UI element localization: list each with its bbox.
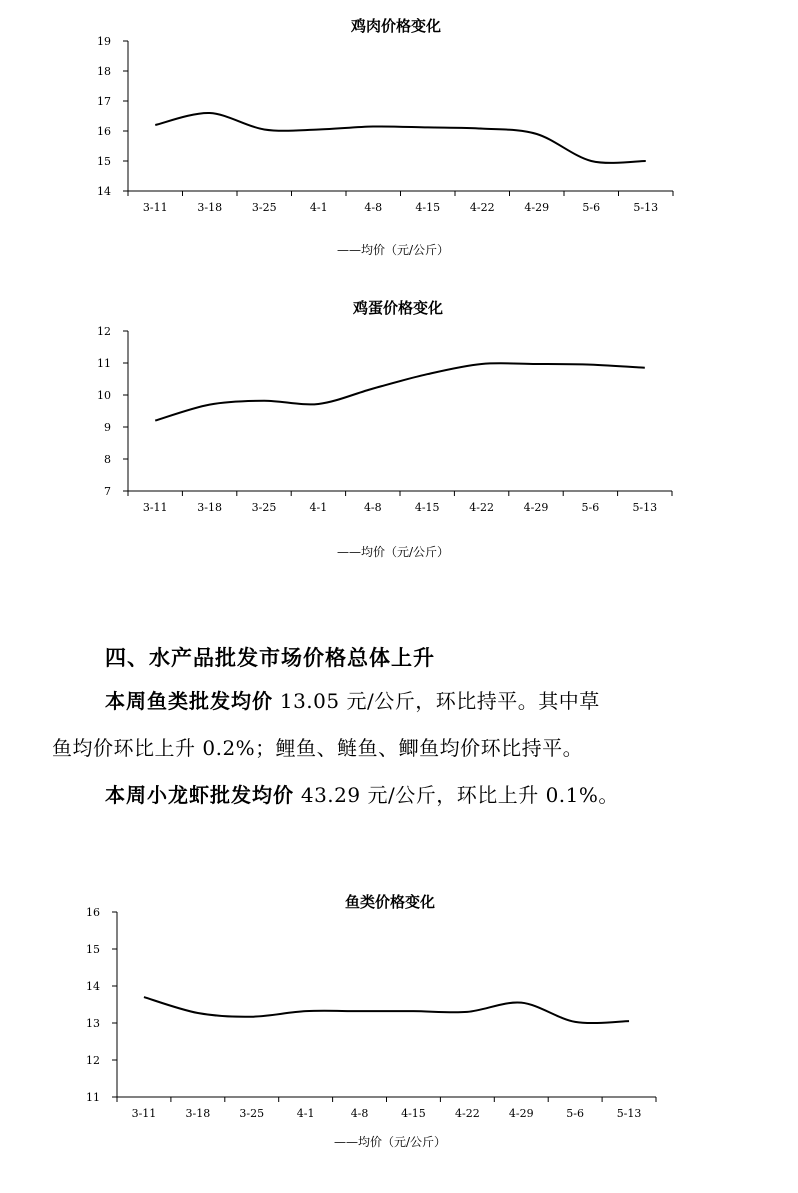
x-tick-label: 4-1 <box>296 1107 315 1120</box>
x-tick-label: 5-6 <box>581 501 600 514</box>
x-tick-label: 3-18 <box>185 1107 211 1120</box>
x-tick-label: 3-18 <box>197 501 222 514</box>
series-line <box>144 997 629 1023</box>
y-tick-label: 11 <box>86 1091 100 1104</box>
chart-legend: ——均价（元/公斤） <box>336 243 450 257</box>
x-tick-label: 4-1 <box>309 501 328 514</box>
x-tick-label: 3-18 <box>197 201 223 214</box>
x-tick-label: 4-15 <box>415 201 441 214</box>
x-tick-label: 4-29 <box>508 1107 534 1120</box>
y-tick-label: 14 <box>97 185 111 198</box>
y-tick-label: 13 <box>86 1017 100 1030</box>
x-tick-label: 3-25 <box>251 201 277 214</box>
y-tick-label: 15 <box>86 943 100 956</box>
y-tick-label: 10 <box>97 389 111 402</box>
x-tick-label: 5-6 <box>582 201 601 214</box>
x-tick-label: 3-25 <box>239 1107 265 1120</box>
x-tick-label: 4-15 <box>401 1107 426 1120</box>
x-tick-label: 5-6 <box>566 1107 585 1120</box>
y-tick-label: 16 <box>86 906 100 919</box>
section-heading: 四、水产品批发市场价格总体上升 <box>105 646 435 670</box>
x-tick-label: 4-8 <box>363 501 382 514</box>
x-tick-label: 4-22 <box>454 1107 480 1120</box>
y-tick-label: 11 <box>97 357 111 370</box>
x-tick-label: 4-8 <box>364 201 383 214</box>
x-tick-label: 3-11 <box>142 501 168 514</box>
x-tick-label: 4-22 <box>469 501 494 514</box>
y-tick-label: 19 <box>97 35 111 48</box>
x-tick-label: 5-13 <box>632 501 658 514</box>
x-tick-label: 4-1 <box>309 201 328 214</box>
paragraph-fish-line2: 鱼均价环比上升 0.2%；鲤鱼、鲢鱼、鲫鱼均价环比持平。 <box>52 736 584 760</box>
x-tick-label: 4-29 <box>524 201 550 214</box>
y-tick-label: 9 <box>104 421 111 434</box>
chart-legend: ——均价（元/公斤） <box>333 1135 447 1149</box>
x-tick-label: 3-11 <box>142 201 168 214</box>
chart-title: 鸡蛋价格变化 <box>352 299 444 317</box>
y-tick-label: 14 <box>86 980 100 993</box>
y-tick-label: 15 <box>97 155 111 168</box>
chart-title: 鱼类价格变化 <box>344 893 436 911</box>
crayfish-price-label: 本周小龙虾批发均价 <box>105 783 294 807</box>
y-tick-label: 8 <box>104 453 111 466</box>
x-tick-label: 4-8 <box>350 1107 369 1120</box>
x-tick-label: 3-11 <box>131 1107 157 1120</box>
y-tick-label: 12 <box>86 1054 100 1067</box>
chart-legend: ——均价（元/公斤） <box>336 545 450 559</box>
x-tick-label: 5-13 <box>633 201 659 214</box>
y-tick-label: 12 <box>97 325 111 338</box>
fish-price-text: 13.05 元/公斤，环比持平。其中草 <box>273 689 600 713</box>
y-tick-label: 18 <box>97 65 111 78</box>
x-tick-label: 5-13 <box>616 1107 642 1120</box>
x-tick-label: 4-15 <box>414 501 440 514</box>
chart-title: 鸡肉价格变化 <box>350 17 442 35</box>
y-tick-label: 16 <box>97 125 111 138</box>
y-tick-label: 7 <box>104 485 111 498</box>
fish-price-label: 本周鱼类批发均价 <box>105 689 273 713</box>
x-tick-label: 3-25 <box>251 501 277 514</box>
crayfish-price-text: 43.29 元/公斤，环比上升 0.1%。 <box>294 783 619 807</box>
x-tick-label: 4-29 <box>523 501 549 514</box>
y-tick-label: 17 <box>97 95 111 108</box>
x-tick-label: 4-22 <box>469 201 495 214</box>
